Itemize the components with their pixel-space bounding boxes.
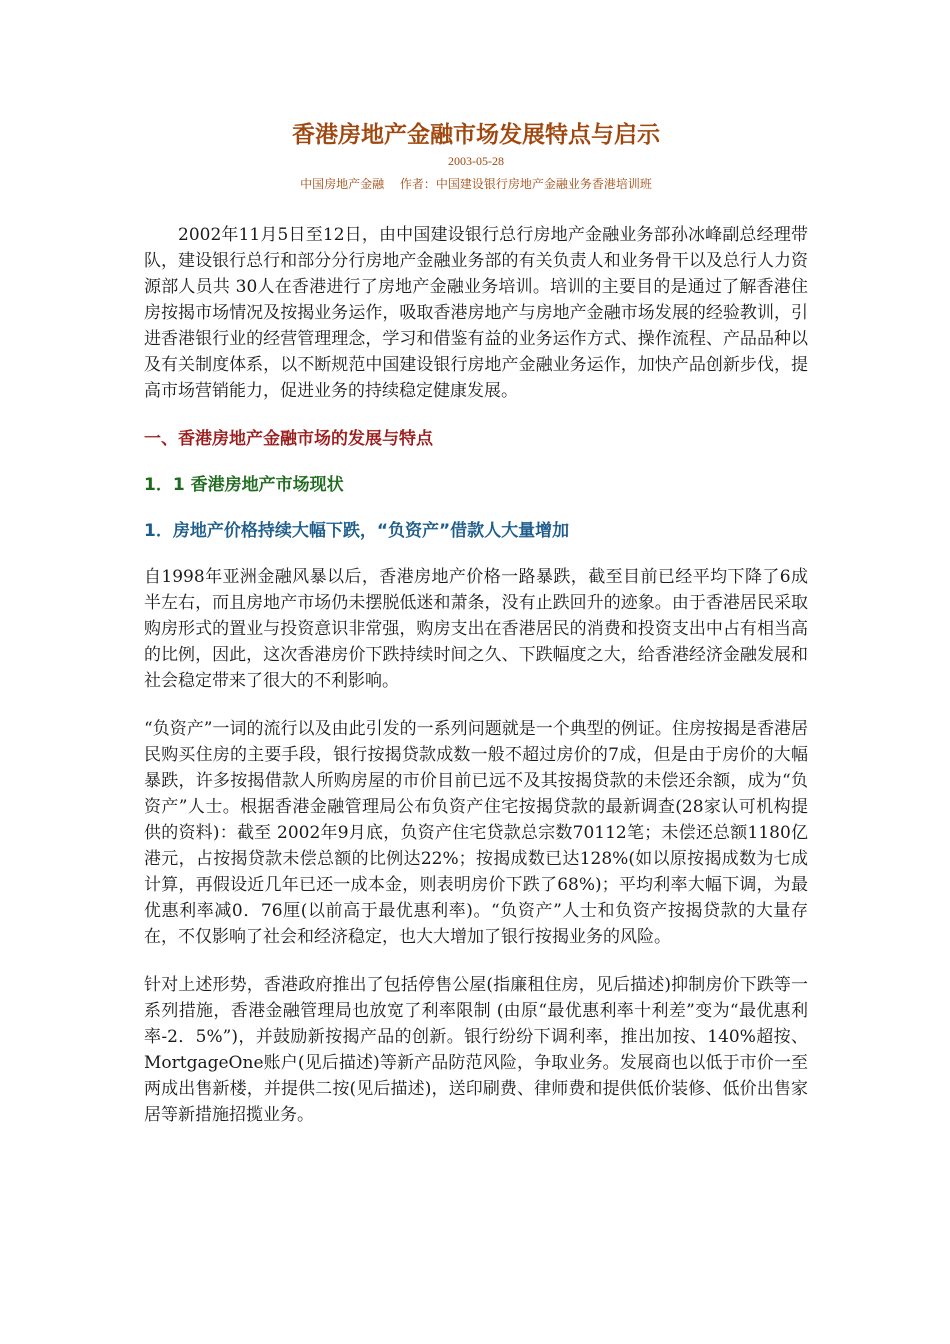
body-paragraph-1: 自1998年亚洲金融风暴以后，香港房地产价格一路暴跌，截至目前已经平均下降了6成半左右，而且房地产市场仍未摆脱低迷和萧条，没有止跌回升的迹象。由于香港居民采取购房形式的置业与投资意识非常强，购房支出在香港居民的消费和投资支出中占有相当高的比例，因此，这次香港房价下跌持续时间之久、下跌幅度之大，给香港经济金融发展和社会稳定带来了很大的不利影响。 — [144, 567, 808, 691]
intro-paragraph: 2002年11月5日至12日，由中国建设银行总行房地产金融业务部孙冰峰副总经理带队，建设银行总行和部分分行房地产金融业务部的有关负责人和业务骨干以及总行人力资源部人员共 30人在香港进行了房地产金融业务培训。培训的主要目的是通过了解香港住房按揭市场情况及按揭业务运作，吸取香港房地产与房地产金融市场发展的经验教训，引进香港银行业的经营管理理念，学习和借鉴有益的业务运作方式、操作流程、产品品种以及有关制度体系，以不断规范中国建设银行房地产金融业务运作，加快产品创新步伐，提高市场营销能力，促进业务的持续稳定健康发展。 — [144, 225, 808, 401]
body-paragraph-3: 针对上述形势，香港政府推出了包括停售公屋(指廉租住房，见后描述)抑制房价下跌等一系列措施，香港金融管理局也放宽了利率限制 (由原“最优惠利率十利差”变为“最优惠利率-2．5%”)，并鼓励新按揭产品的创新。银行纷纷下调利率，推出加按、140%超按、MortgageOne账户(见后描述)等新产品防范风险，争取业务。发展商也以低于市价一至两成出售新楼，并提供二按(见后描述)，送印刷费、律师费和提供低价装修、低价出售家居等新措施招揽业务。 — [144, 975, 808, 1125]
topic-heading: 1．房地产价格持续大幅下跌，“负资产”借款人大量增加 — [144, 521, 570, 541]
article-source: 中国房地产金融 — [300, 177, 385, 191]
article-title: 香港房地产金融市场发展特点与启示 — [292, 122, 660, 148]
subsection-heading: 1．1 香港房地产市场现状 — [144, 475, 344, 495]
article-date: 2003-05-28 — [448, 154, 504, 168]
document-page — [144, 118, 808, 1128]
article-author: 作者：中国建设银行房地产金融业务香港培训班 — [399, 177, 652, 191]
section-heading: 一、香港房地产金融市场的发展与特点 — [144, 429, 433, 449]
article-meta — [144, 174, 808, 194]
body-paragraph-2: “负资产”一词的流行以及由此引发的一系列问题就是一个典型的例证。住房按揭是香港居民购买住房的主要手段，银行按揭贷款成数一般不超过房价的7成，但是由于房价的大幅暴跌，许多按揭借款人所购房屋的市价目前已远不及其按揭贷款的未偿还余额，成为“负资产”人士。根据香港金融管理局公布负资产住宅按揭贷款的最新调查(28家认可机构提供的资料)：截至 2002年9月底，负资产住宅贷款总宗数70112笔；未偿还总额1180亿港元，占按揭贷款未偿总额的比例达22%；按揭成数已达128%(如以原按揭成数为七成计算，再假设近几年已还一成本金，则表明房价下跌了68%)；平均利率大幅下调，为最优惠利率减0．76厘(以前高于最优惠利率)。“负资产”人士和负资产按揭贷款的大量存在，不仅影响了社会和经济稳定，也大大增加了银行按揭业务的风险。 — [144, 719, 808, 947]
